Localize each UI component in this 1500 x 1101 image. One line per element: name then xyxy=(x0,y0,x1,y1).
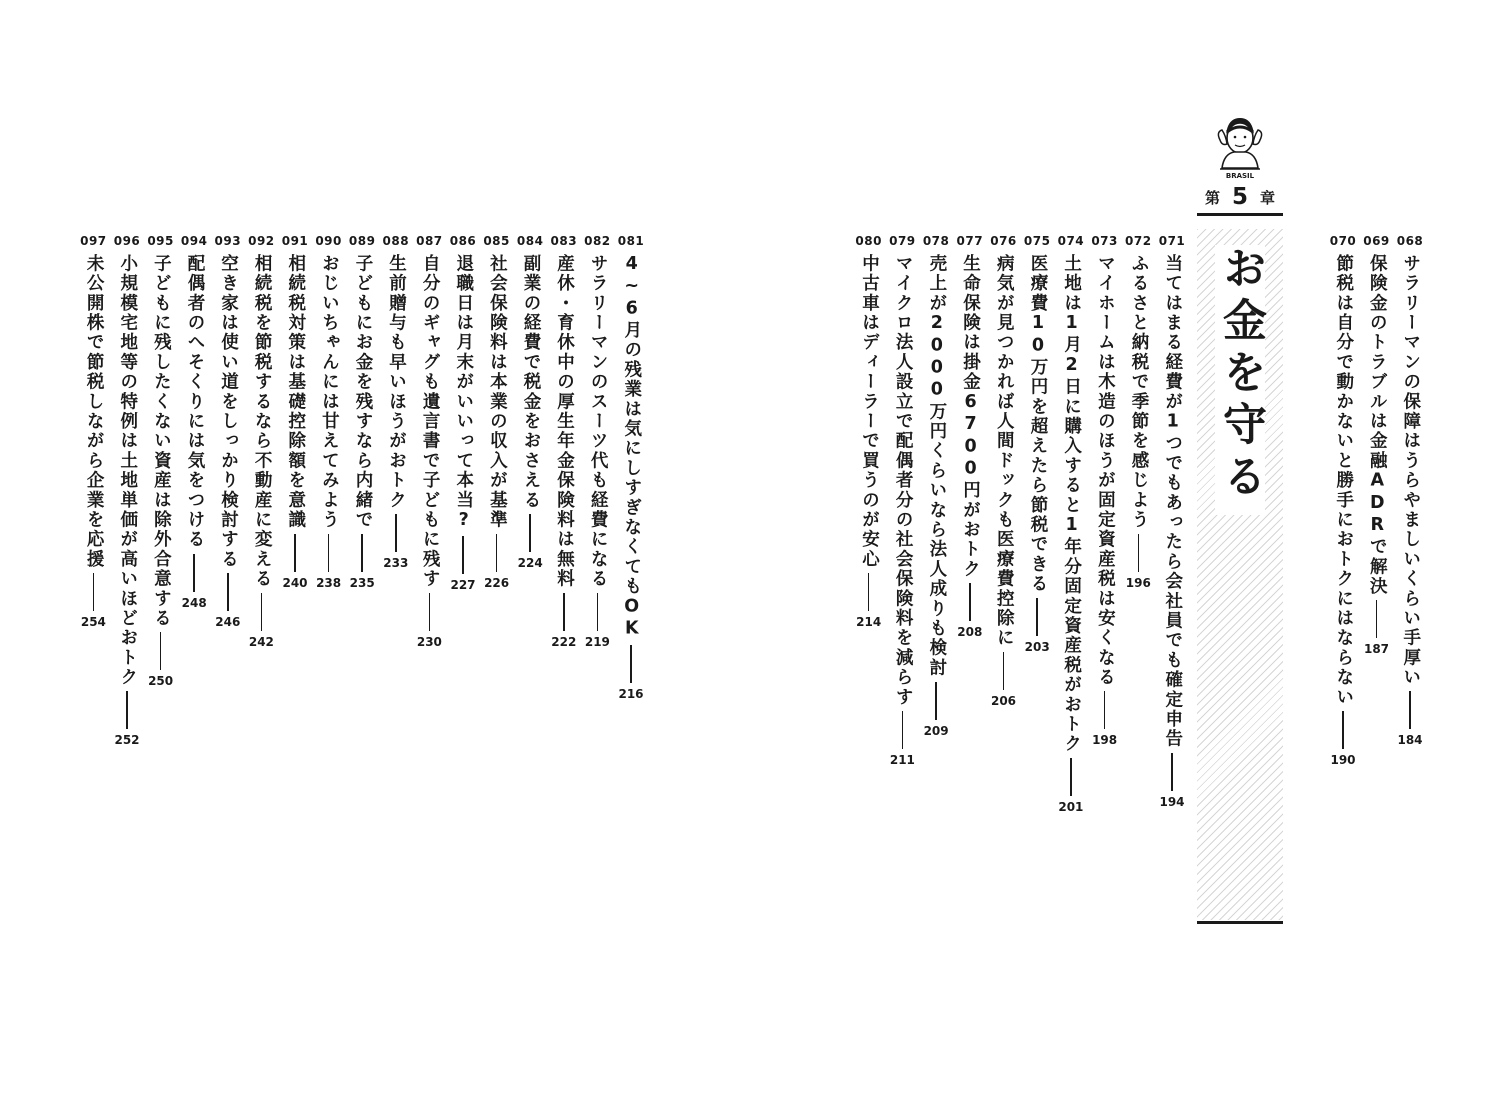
toc-entry[interactable] xyxy=(480,234,514,590)
toc-entry-number: 087 xyxy=(416,234,443,248)
toc-entry-page-number: 190 xyxy=(1330,753,1356,768)
toc-leader-line xyxy=(462,536,464,574)
toc-entry-page-number: 240 xyxy=(282,575,308,590)
toc-entry[interactable] xyxy=(446,234,480,592)
toc-entry-title[interactable]: 相続税対策は基礎控除額を意識 xyxy=(285,254,306,530)
toc-entry[interactable] xyxy=(211,234,245,629)
toc-entry-number: 068 xyxy=(1396,234,1424,248)
chapter-label-prefix: 第 xyxy=(1204,188,1220,207)
toc-entry[interactable] xyxy=(312,234,346,590)
toc-entry[interactable] xyxy=(580,234,614,649)
toc-entry-number: 069 xyxy=(1363,234,1390,248)
toc-entry[interactable] xyxy=(379,234,413,570)
toc-leader-line xyxy=(1409,691,1411,729)
toc-entry[interactable] xyxy=(1020,234,1054,654)
toc-entry-page-number: 214 xyxy=(856,615,882,630)
toc-entry-page-number: 242 xyxy=(248,634,274,649)
toc-entry-number: 076 xyxy=(990,234,1017,248)
toc-leader-line xyxy=(261,593,263,631)
toc-entry-title[interactable]: 保険金のトラブルは金融ADRで解決 xyxy=(1367,254,1388,597)
toc-entry-page-number: 250 xyxy=(148,674,174,689)
toc-entry-number: 089 xyxy=(348,234,376,248)
toc-entry-title[interactable]: 生前贈与も早いほうがおトク xyxy=(386,254,407,511)
toc-entry-number: 073 xyxy=(1091,234,1118,248)
toc-entry[interactable] xyxy=(1155,234,1189,809)
toc-entry-title[interactable]: サラリーマンの保障はうらやましいくらい手厚い xyxy=(1400,254,1421,688)
toc-entry-title[interactable]: 当てはまる経費が1つでもあったら会社員でも確定申告 xyxy=(1162,254,1183,749)
toc-entry-page-number: 224 xyxy=(517,556,543,571)
toc-entry-title[interactable]: 土地は1月2日に購入すると1年分固定資産税がおトク xyxy=(1061,254,1082,754)
toc-entry[interactable] xyxy=(345,234,379,590)
toc-leader-line xyxy=(126,691,128,729)
toc-leader-line xyxy=(1342,711,1344,749)
toc-leader-line xyxy=(93,573,95,611)
mascot-logo-text: BRASIL xyxy=(1225,172,1255,180)
toc-entry[interactable] xyxy=(885,234,919,767)
toc-entry-title[interactable]: 社会保険料は本業の収入が基準 xyxy=(487,254,508,530)
toc-entry-title[interactable]: 副業の経費で税金をおさえる xyxy=(520,254,541,511)
toc-leader-line xyxy=(227,573,229,611)
toc-entry-title[interactable]: 自分のギャグも遺言書で子どもに残す xyxy=(420,254,441,589)
toc-entry-title[interactable]: 産休・育休中の厚生年金保険料は無料 xyxy=(554,254,575,589)
toc-entry-title[interactable]: 売上が2000万円くらいなら法人成りも検討 xyxy=(926,254,947,678)
toc-entry-page-number: 254 xyxy=(80,615,106,630)
toc-entry[interactable] xyxy=(144,234,178,688)
toc-entry-title[interactable]: 空き家は使い道をしっかり検討する xyxy=(218,254,239,570)
toc-entry[interactable] xyxy=(76,234,110,629)
toc-entry-number: 070 xyxy=(1329,234,1357,248)
toc-leader-line xyxy=(935,682,937,720)
toc-entry[interactable] xyxy=(177,234,211,610)
toc-entry-number: 090 xyxy=(315,234,342,248)
toc-entry-page-number: 226 xyxy=(484,575,510,590)
toc-entry-number: 088 xyxy=(382,234,410,248)
toc-entry[interactable] xyxy=(412,234,446,649)
toc-entry-page-number: 198 xyxy=(1092,733,1118,748)
toc-entry-number: 086 xyxy=(449,234,477,248)
toc-leader-line xyxy=(294,534,296,572)
toc-entry-number: 095 xyxy=(147,234,174,248)
toc-entry-number: 084 xyxy=(516,234,544,248)
chapter-banner-rule xyxy=(1197,921,1283,924)
toc-entry-number: 091 xyxy=(281,234,309,248)
toc-entry-page-number: 203 xyxy=(1024,639,1050,654)
toc-entry-title[interactable]: 子どもに残したくない資産は除外合意する xyxy=(151,254,172,629)
toc-entry[interactable] xyxy=(1393,234,1427,747)
toc-entry[interactable] xyxy=(1360,234,1394,656)
toc-entry-page-number: 227 xyxy=(450,578,476,593)
toc-leader-line xyxy=(529,514,531,552)
toc-entry-number: 096 xyxy=(113,234,141,248)
toc-leader-line xyxy=(902,711,904,749)
chapter-label-suffix: 章 xyxy=(1260,188,1276,207)
toc-entry-number: 097 xyxy=(80,234,107,248)
toc-entry-title[interactable]: マイホームは木造のほうが固定資産税は安くなる xyxy=(1095,254,1116,688)
toc-entry[interactable] xyxy=(110,234,144,747)
toc-leader-line xyxy=(969,583,971,621)
toc-entry-page-number: 184 xyxy=(1397,733,1423,748)
toc-entry-page-number: 252 xyxy=(114,733,140,748)
toc-entry-title[interactable]: 医療費10万円を超えたら節税できる xyxy=(1027,254,1048,594)
toc-entry-number: 071 xyxy=(1158,234,1186,248)
toc-leader-line xyxy=(563,593,565,631)
toc-leader-line xyxy=(496,534,498,572)
toc-entry-title[interactable]: 未公開株で節税しながら企業を応援 xyxy=(84,254,105,570)
toc-entry-number: 077 xyxy=(956,234,984,248)
toc-entry-page-number: 238 xyxy=(316,575,342,590)
toc-entry[interactable] xyxy=(614,234,648,701)
toc-entry[interactable] xyxy=(919,234,953,738)
toc-entry-title[interactable]: ふるさと納税で季節を感じよう xyxy=(1129,254,1150,530)
toc-entry-number: 093 xyxy=(214,234,242,248)
toc-entry-number: 083 xyxy=(550,234,578,248)
chapter-label xyxy=(1197,183,1283,211)
chapter-title: お金を守る xyxy=(1215,245,1265,515)
toc-leader-line xyxy=(1171,753,1173,791)
toc-entry[interactable] xyxy=(547,234,581,649)
toc-entry[interactable] xyxy=(987,234,1021,708)
toc-entry-title[interactable]: 中古車はディーラーで買うのが安心 xyxy=(859,254,880,570)
toc-entry-title[interactable]: 病気が見つかれば人間ドックも医療費控除に xyxy=(994,254,1015,648)
mascot-illustration xyxy=(1206,112,1274,182)
toc-entry-title[interactable]: おじいちゃんには甘えてみよう xyxy=(319,254,340,530)
toc-entry-title[interactable]: 小規模宅地等の特例は土地単価が高いほどおトク xyxy=(117,254,138,688)
toc-leader-line xyxy=(193,554,195,592)
toc-entry-number: 082 xyxy=(584,234,611,248)
toc-entry-page-number: 216 xyxy=(618,686,644,701)
toc-entry-page-number: 211 xyxy=(889,753,915,768)
toc-entry-page-number: 219 xyxy=(584,634,610,649)
toc-entry[interactable] xyxy=(513,234,547,570)
toc-leader-line xyxy=(1070,758,1072,796)
toc-entry-number: 072 xyxy=(1125,234,1152,248)
toc-entry-number: 080 xyxy=(855,234,882,248)
toc-entry-page-number: 196 xyxy=(1125,575,1151,590)
toc-entry-page-number: 233 xyxy=(383,556,409,571)
toc-leader-line xyxy=(1003,652,1005,690)
toc-entry-title[interactable]: 相続税を節税するなら不動産に変える xyxy=(252,254,273,589)
toc-leader-line xyxy=(160,632,162,670)
toc-entry-page-number: 235 xyxy=(349,575,375,590)
toc-entry[interactable] xyxy=(852,234,886,629)
toc-entry[interactable] xyxy=(1088,234,1122,747)
toc-entry-number: 094 xyxy=(180,234,208,248)
toc-leader-line xyxy=(1104,691,1106,729)
toc-entry-title[interactable]: 退職日は月末がいいって本当? xyxy=(453,254,474,533)
toc-entry-title[interactable]: 節税は自分で動かないと勝手におトクにはならない xyxy=(1333,254,1354,708)
toc-entry[interactable] xyxy=(1054,234,1088,814)
toc-entry-title[interactable]: 子どもにお金を残すなら内緒で xyxy=(352,254,373,530)
toc-entry-page-number: 248 xyxy=(181,595,207,610)
toc-entry-page-number: 187 xyxy=(1363,642,1390,657)
toc-leader-line xyxy=(1036,598,1038,636)
toc-leader-line xyxy=(361,534,363,572)
toc-leader-line xyxy=(1376,600,1378,638)
toc-entry-title[interactable]: 生命保険は掛金6700円がおトク xyxy=(960,254,981,580)
toc-entry-number: 079 xyxy=(889,234,916,248)
toc-entry[interactable] xyxy=(278,234,312,590)
chapter-number: 5 xyxy=(1231,184,1248,210)
toc-entry-number: 085 xyxy=(483,234,510,248)
toc-entry[interactable] xyxy=(953,234,987,639)
toc-leader-line xyxy=(1138,534,1140,572)
toc-entry-number: 092 xyxy=(248,234,275,248)
toc-entry-page-number: 194 xyxy=(1159,795,1185,809)
toc-entry-page-number: 201 xyxy=(1058,800,1084,814)
toc-leader-line xyxy=(597,593,599,631)
toc-entry-number: 078 xyxy=(922,234,950,248)
toc-entry[interactable] xyxy=(1326,234,1360,767)
toc-entry-page-number: 206 xyxy=(990,694,1017,708)
toc-entry-title[interactable]: 配偶者のへそくりには気をつける xyxy=(184,254,205,550)
toc-entry[interactable] xyxy=(1121,234,1155,590)
toc-entry-title[interactable]: 4~6月の残業は気にしすぎなくてもOK xyxy=(621,254,642,641)
toc-entry-number: 081 xyxy=(617,234,645,248)
toc-entry-title[interactable]: マイクロ法人設立で配偶者分の社会保険料を減らす xyxy=(893,254,914,708)
toc-entry-number: 075 xyxy=(1023,234,1051,248)
toc-leader-line xyxy=(328,534,330,572)
toc-entry[interactable] xyxy=(244,234,278,649)
toc-entry-number: 074 xyxy=(1057,234,1085,248)
toc-leader-line xyxy=(429,593,431,631)
toc-entry-page-number: 230 xyxy=(416,634,442,649)
toc-entry-page-number: 246 xyxy=(215,615,241,630)
toc-leader-line xyxy=(395,514,397,552)
chapter-divider xyxy=(1197,213,1283,216)
toc-entry-page-number: 209 xyxy=(923,723,949,738)
toc-entry-page-number: 222 xyxy=(551,634,577,649)
toc-entry-page-number: 208 xyxy=(957,625,983,640)
toc-leader-line xyxy=(868,573,870,611)
toc-entry-title[interactable]: サラリーマンのスーツ代も経費になる xyxy=(588,254,609,589)
toc-leader-line xyxy=(630,645,632,683)
